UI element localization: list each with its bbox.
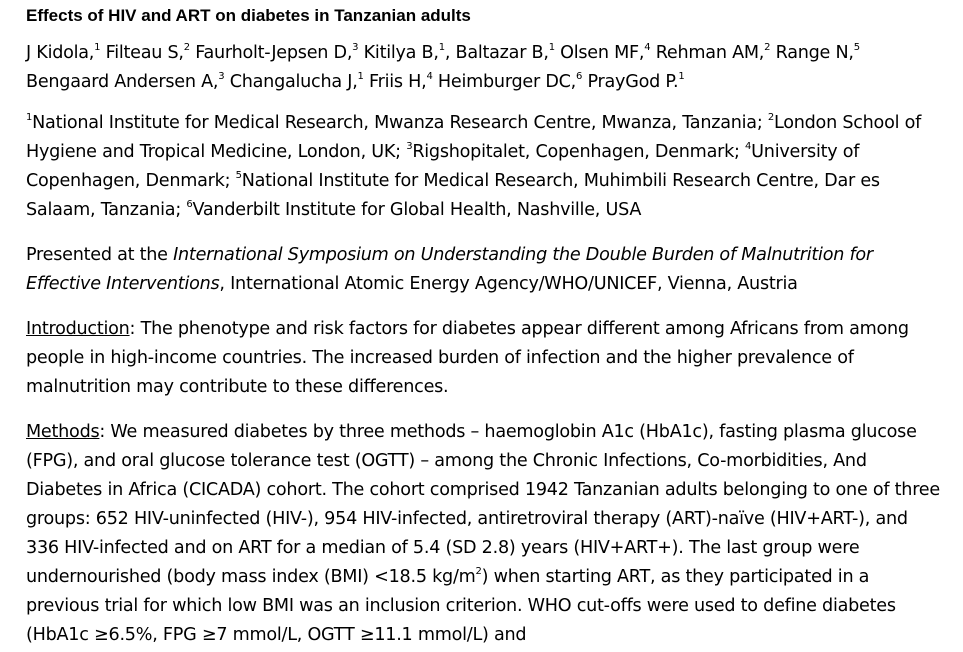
author-name: , Baltazar B, <box>444 43 549 63</box>
author-name: PrayGod P. <box>587 72 679 92</box>
author-affiliation-marker: 2 <box>183 42 190 54</box>
affiliation-marker: 4 <box>745 141 752 153</box>
presented-suffix: , International Atomic Energy Agency/WHO/UNICEF, Vienna, Austria <box>219 274 798 294</box>
methods-heading: Methods <box>26 422 100 442</box>
author-line <box>26 68 941 97</box>
author-affiliation-marker: 3 <box>352 42 359 54</box>
author-name: Heimburger DC, <box>437 72 576 92</box>
affiliation: Rigshopitalet, Copenhagen, Denmark; <box>412 142 740 162</box>
affiliation-marker: 2 <box>767 112 774 124</box>
unit-exponent: 2 <box>475 566 482 578</box>
author-affiliation-marker: 1 <box>548 42 555 54</box>
author-name: J Kidola, <box>26 43 95 63</box>
author-affiliation-marker: 1 <box>438 42 445 54</box>
author-affiliation-marker: 1 <box>94 42 101 54</box>
affiliation-marker: 3 <box>406 141 413 153</box>
author-affiliation-marker: 1 <box>357 71 364 83</box>
introduction-section <box>26 315 941 402</box>
affiliation: London School of Hygiene and Tropical Medicine, London, UK; <box>26 113 922 162</box>
author-affiliation-marker: 6 <box>576 71 583 83</box>
author-name: Olsen MF, <box>560 43 645 63</box>
affiliation: Vanderbilt Institute for Global Health, Nashville, USA <box>192 200 642 220</box>
methods-text: : We measured diabetes by three methods – haemoglobin A1c (HbA1c), fasting plasma glucose (FPG), and oral glucose tolerance test (OGTT) – among the Chronic Infections, Co-morbidities, And Diabetes in Africa (CICADA) cohort. The cohort comprised 1942 Tanzanian adults belonging to one of three groups: 652 HIV-uninfected (HIV-), 954 HIV-infected, antiretroviral therapy (ART)-naïve (HIV+ART-), and 336 HIV-infected and on ART for a median of 5.4 (SD 2.8) years (HIV+ART+). The last group were undernourished (body mass index (BMI) <18.5 kg/m <box>26 422 940 587</box>
author-affiliation-marker: 2 <box>764 42 771 54</box>
author-affiliation-marker: 4 <box>426 71 433 83</box>
author-affiliation-marker: 5 <box>853 42 860 54</box>
author-line <box>26 39 941 68</box>
affiliation-marker: 5 <box>235 170 242 182</box>
author-affiliation-marker: 1 <box>678 71 685 83</box>
introduction-text: : The phenotype and risk factors for diabetes appear different among Africans from among people in high-income countries. The increased burden of infection and the higher prevalence of malnutrition may contribute to these differences. <box>26 319 909 397</box>
author-name: Friis H, <box>369 72 427 92</box>
author-name: Faurholt-Jepsen D, <box>195 43 353 63</box>
affiliation-marker: 1 <box>26 112 33 124</box>
document-page <box>26 5 941 650</box>
affiliation-marker: 6 <box>186 199 193 211</box>
author-name: Filteau S, <box>105 43 184 63</box>
author-name: Range N, <box>775 43 854 63</box>
affiliation: National Institute for Medical Research, Mwanza Research Centre, Mwanza, Tanzania; <box>32 113 763 133</box>
author-name: Changalucha J, <box>229 72 358 92</box>
author-name: Kitilya B, <box>363 43 439 63</box>
symposium-name: International Symposium on Understanding the Double Burden of Malnutrition for Effective Interventions <box>26 245 873 294</box>
author-affiliation-marker: 3 <box>218 71 225 83</box>
author-list <box>26 39 941 97</box>
presentation-note <box>26 241 941 299</box>
methods-text-continued: ) when starting ART, as they participated in a previous trial for which low BMI was an inclusion criterion. WHO cut-offs were used to define diabetes (HbA1c ≥6.5%, FPG ≥7 mmol/L, OGTT ≥11.1 mmol/L) and <box>26 567 896 645</box>
paper-title: Effects of HIV and ART on diabetes in Tanzanian adults <box>26 6 471 25</box>
affiliation: National Institute for Medical Research, Muhimbili Research Centre, Dar es Salaam, Tanzania; <box>26 171 880 220</box>
affiliation: University of Copenhagen, Denmark; <box>26 142 860 191</box>
author-name: Rehman AM, <box>655 43 765 63</box>
introduction-heading: Introduction <box>26 319 130 339</box>
author-name: Bengaard Andersen A, <box>26 72 219 92</box>
affiliation-list <box>26 109 941 225</box>
presented-prefix: Presented at the <box>26 245 168 265</box>
methods-section <box>26 418 941 650</box>
author-affiliation-marker: 4 <box>644 42 651 54</box>
